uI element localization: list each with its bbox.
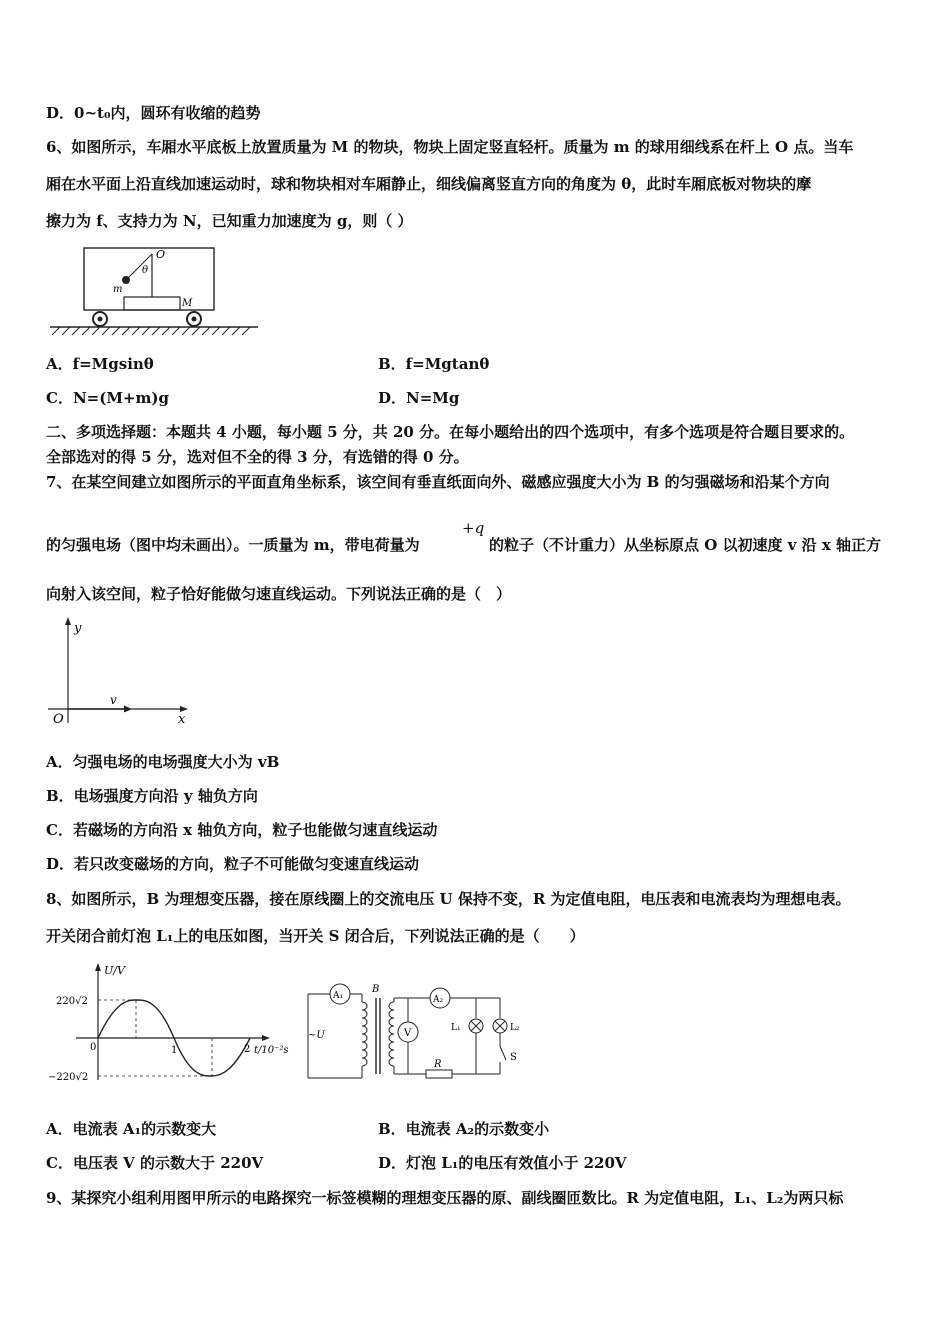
label-B: B — [372, 984, 380, 995]
q7-stem-line1: 7、在某空间建立如图所示的平面直角坐标系，该空间有垂直纸面向外、磁感应强度大小为 B 的匀强磁场和沿某个方向 — [46, 473, 830, 491]
xtick-0: 0 — [90, 1042, 97, 1053]
label-x: x — [178, 712, 186, 727]
q6-option-c[interactable]: C．N=(M+m)g — [46, 389, 169, 407]
q6-stem-line2: 厢在水平面上沿直线加速运动时，球和物块相对车厢静止，细线偏离竖直方向的角度为 θ，此时车厢底板对物块的摩 — [46, 175, 812, 193]
label-A1: A₁ — [333, 991, 344, 1001]
q7-option-c[interactable]: C．若磁场的方向沿 x 轴负方向，粒子也能做匀速直线运动 — [46, 821, 438, 839]
q8-stem-line1: 8、如图所示，B 为理想变压器，接在原线圈上的交流电压 U 保持不变，R 为定值电阻，电压表和电流表均为理想电表。 — [46, 890, 851, 908]
t-label: t/10⁻²s — [254, 1045, 289, 1056]
xtick-2: 2 — [244, 1044, 251, 1055]
label-y: y — [74, 621, 82, 636]
resistor-R — [426, 1070, 452, 1078]
label-O: O — [53, 712, 64, 727]
y-label: U/V — [104, 964, 125, 977]
q5-option-d: D．0~t₀内，圆环有收缩的趋势 — [46, 104, 261, 122]
q7-option-a[interactable]: A．匀强电场的电场强度大小为 vB — [46, 753, 280, 771]
block-M — [124, 297, 180, 310]
label-m: m — [113, 284, 123, 295]
q9-stem-line1: 9、某探究小组利用图甲所示的电路探究一标签模糊的理想变压器的原、副线圈匝数比。R 为定值电阻，L₁、L₂为两只标 — [46, 1189, 844, 1207]
ytick-pos: 220√2 — [56, 996, 88, 1007]
q8-option-b[interactable]: B．电流表 A₂的示数变小 — [378, 1120, 550, 1138]
q8-voltage-graph — [46, 960, 296, 1084]
q7-charge: +q — [462, 519, 485, 537]
ball-m — [122, 276, 130, 284]
secondary-coil — [389, 1002, 394, 1066]
label-V: V — [404, 1028, 412, 1039]
q8-circuit-diagram — [300, 980, 530, 1084]
q6-option-b[interactable]: B．f=Mgtanθ — [378, 355, 490, 373]
label-L1: L₁ — [451, 1023, 461, 1033]
q7-option-d[interactable]: D．若只改变磁场的方向，粒子不可能做匀变速直线运动 — [46, 855, 420, 873]
q7-stem-line2a: 的匀强电场（图中均未画出）。一质量为 m，带电荷量为 — [46, 536, 420, 554]
label-R: R — [434, 1059, 442, 1070]
label-S: S — [510, 1052, 517, 1063]
section2-line1: 二、多项选择题：本题共 4 小题，每小题 5 分，共 20 分。在每小题给出的四个选项中，有多个选项是符合题目要求的。 — [46, 423, 855, 441]
string — [128, 254, 152, 278]
q8-option-c[interactable]: C．电压表 V 的示数大于 220V — [46, 1154, 264, 1172]
q7-stem-line2b: 的粒子（不计重力）从坐标原点 O 以初速度 v 沿 x 轴正方 — [489, 536, 882, 554]
label-theta: θ — [142, 265, 149, 276]
label-M: M — [182, 298, 193, 309]
q8-option-a[interactable]: A．电流表 A₁的示数变大 — [46, 1120, 217, 1138]
label-L2: L₂ — [510, 1023, 520, 1033]
q7-option-b[interactable]: B．电场强度方向沿 y 轴负方向 — [46, 787, 258, 805]
label-A2: A₂ — [433, 995, 444, 1005]
primary-coil — [362, 1002, 367, 1066]
q7-stem-line3: 向射入该空间，粒子恰好能做匀速直线运动。下列说法正确的是（ ） — [46, 585, 512, 603]
label-O: O — [156, 248, 166, 261]
q8-stem-line2: 开关闭合前灯泡 L₁上的电压如图，当开关 S 闭合后，下列说法正确的是（ ） — [46, 927, 585, 945]
q6-option-a[interactable]: A．f=Mgsinθ — [46, 355, 154, 373]
q6-stem-line1: 6、如图所示，车厢水平底板上放置质量为 M 的物块，物块上固定竖直轻杆。质量为 m 的球用细线系在杆上 O 点。当车 — [46, 138, 854, 156]
q7-axes-figure — [46, 615, 196, 730]
label-v: v — [110, 693, 117, 707]
q6-option-d[interactable]: D．N=Mg — [378, 389, 460, 407]
switch-S — [500, 1046, 506, 1060]
label-U: ~U — [308, 1030, 325, 1041]
xtick-1: 1 — [171, 1045, 178, 1056]
q8-option-d[interactable]: D．灯泡 L₁的电压有效值小于 220V — [378, 1154, 627, 1172]
section2-line2: 全部选对的得 5 分，选对但不全的得 3 分，有选错的得 0 分。 — [46, 448, 469, 466]
q6-stem-line3: 擦力为 f、支持力为 N，已知重力加速度为 g，则（ ） — [46, 212, 413, 230]
q6-cart-figure — [46, 240, 262, 340]
ytick-neg: −220√2 — [48, 1072, 89, 1083]
